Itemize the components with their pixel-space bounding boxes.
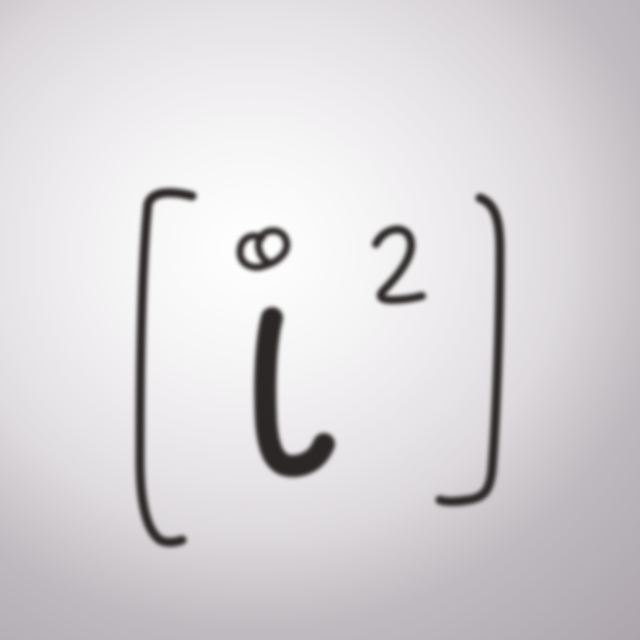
i-dot <box>240 231 287 268</box>
exponent-two <box>376 229 422 300</box>
right-bracket <box>440 198 500 502</box>
i-stem <box>265 318 324 466</box>
left-bracket <box>140 193 192 543</box>
